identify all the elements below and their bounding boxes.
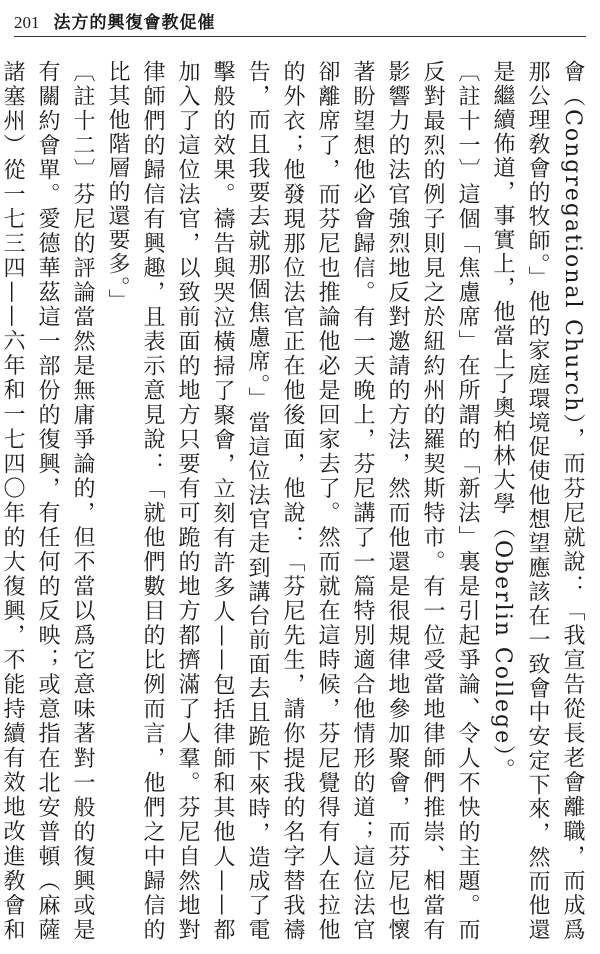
running-title: 法方的興復會教促催 (53, 13, 216, 33)
page-header (14, 8, 586, 34)
header-rule (14, 36, 586, 37)
page-number: 201 (14, 13, 40, 32)
paragraph-continuation: 會（Congregational Church），而芬尼就說：「我宣告從長老會離職，而成爲那公理敎會的牧師。」他的家庭環境促使他想望應該在一致會中安定下來，然而他還是繼續佈道，事實上，他當上了奧柏林大學（Oberlin College）。 (490, 60, 585, 942)
footnote-11: 〔註十一〕這個「焦慮席」在所謂的「新法」裏是引起爭論、令人不快的主題。而反對最烈的例子則見之於紐約州的羅契斯特市。有一位受當地律師們推崇、相當有影響力的法官強烈地反對邀請的方法，然而他還是很規律地參加聚會，而芬尼也懷著盼望想他必會歸信。有一天晚上，芬尼講了一篇特別適合他情形的道；這位法官卻離席了，而芬尼也推論他必是回家去了。然而就在這時候，芬尼覺得有人在拉他的外衣；他發現那位法官正在他後面，他說：「芬尼先生，請你提我的名字替我禱告，而且我要去就那個焦慮席。」當這位法官走到講台前面去且跪下來時，造成了電擊般的效果。禱告與哭泣橫掃了聚會，立刻有許多人——包括律師和其他人——都加入了這位法官，以致前面的地方只要有可跪的地方都擠滿了人羣。芬尼自然地對律師們的歸信有興趣，且表示意見說：「就他們數目的比例而言，他們之中歸信的比其他階層的還要多。」 (105, 60, 480, 942)
footnote-12: 〔註十二〕芬尼的評論當然是無庸爭論的，但不當以爲它意味著對一般的復興或是有關約會單。愛德華茲這一部份的復興，有任何的反映；或意指在北安普頓（麻薩諸塞州）從一七三四——六年和一七四〇年的大復興，不能持續有效地改進敎會和 (0, 60, 95, 942)
page-body (0, 60, 590, 942)
